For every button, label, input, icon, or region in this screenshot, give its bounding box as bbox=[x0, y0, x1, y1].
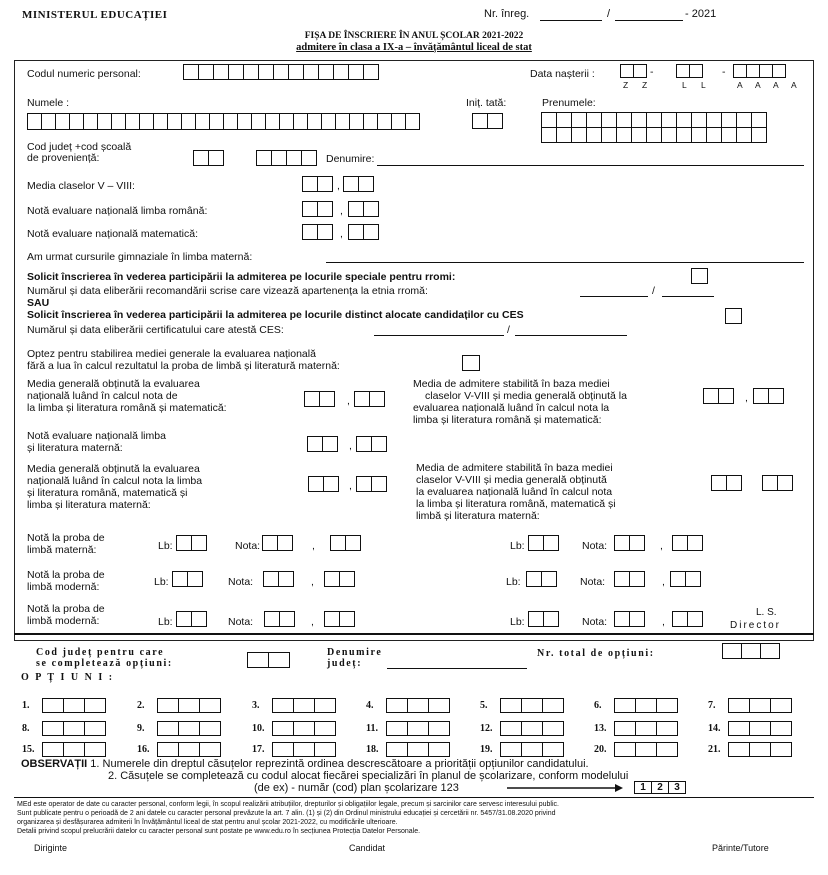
ma2-int[interactable] bbox=[711, 475, 741, 491]
ma1-dec[interactable] bbox=[753, 388, 783, 404]
school-name-field[interactable] bbox=[377, 165, 804, 166]
gdpr-p2: Sunt publicate pentru o perioadă de 2 ani datele cu caracter personal prevăzute la art. 7 alin. (1) și (2) din Ordinul ministrului educației și cercetării nr. 5457/31.08.2020 privind bbox=[17, 810, 556, 817]
father-initial-boxes[interactable] bbox=[472, 113, 502, 129]
option-13 bbox=[594, 721, 677, 736]
option-code-boxes[interactable] bbox=[386, 742, 449, 757]
observation-2b: (de ex) - număr (cod) plan școlarizare 123 bbox=[254, 782, 459, 794]
option-code-boxes[interactable] bbox=[42, 721, 105, 736]
option-9 bbox=[137, 721, 220, 736]
ls-label: L. S. bbox=[756, 607, 777, 618]
mg1-int[interactable] bbox=[304, 391, 334, 407]
lb-label: Lb: bbox=[510, 616, 525, 628]
signature-candidat: Candidat bbox=[349, 843, 386, 853]
father-initial-label: Iniț. tată: bbox=[466, 97, 507, 109]
option-code-boxes[interactable] bbox=[157, 698, 220, 713]
first-name-boxes-row2[interactable] bbox=[541, 127, 766, 143]
comma: , bbox=[349, 480, 352, 492]
first-name-boxes[interactable] bbox=[541, 112, 811, 128]
opt-line2: fără a lua în calcul rezultatul la proba de limbă și literatură maternă: bbox=[27, 360, 340, 372]
option-number: 18. bbox=[366, 744, 379, 755]
director-label: Director bbox=[730, 620, 782, 631]
option-number: 20. bbox=[594, 744, 607, 755]
example-digit-1: 1 bbox=[634, 781, 652, 794]
ma2-l2: claselor V-VIII și media generală obținută bbox=[416, 474, 607, 486]
school-code-boxes[interactable] bbox=[256, 150, 316, 166]
county-name-l2: județ: bbox=[327, 658, 363, 669]
ces-certificate-label: Numărul și data eliberării certificatului care atestă CES: bbox=[27, 324, 284, 336]
comma: , bbox=[745, 392, 748, 404]
option-code-boxes[interactable] bbox=[272, 721, 335, 736]
ev-romana-label: Notă evaluare națională limba română: bbox=[27, 205, 208, 217]
registration-number-label: Nr. înreg. bbox=[484, 8, 530, 20]
option-code-boxes[interactable] bbox=[157, 742, 220, 757]
mother-tongue-courses-field[interactable] bbox=[326, 262, 804, 263]
comma: , bbox=[340, 205, 343, 217]
school-code-label-line1: Cod județ +cod școală bbox=[27, 141, 132, 153]
nota-label: Nota: bbox=[582, 616, 608, 628]
moderna2-lb-right[interactable] bbox=[528, 611, 558, 627]
mg2-dec[interactable] bbox=[356, 476, 386, 492]
slash: / bbox=[507, 324, 510, 336]
option-number: 4. bbox=[366, 700, 374, 711]
media-v-viii-dec[interactable] bbox=[343, 176, 373, 192]
county-code-boxes[interactable] bbox=[193, 150, 223, 166]
option-number: 5. bbox=[480, 700, 488, 711]
moderna2-nota-dec-left[interactable] bbox=[324, 611, 354, 627]
divider bbox=[14, 633, 814, 635]
example-code-boxes bbox=[634, 781, 685, 794]
comma: , bbox=[662, 576, 665, 588]
moderna1-lb-left[interactable] bbox=[172, 571, 202, 587]
mg2-l1: Media generală obținută la evaluarea bbox=[27, 463, 200, 475]
mg2-l4: limba și literatura maternă: bbox=[27, 499, 151, 511]
comma: , bbox=[662, 616, 665, 628]
form-title: FIȘA DE ÎNSCRIERE ÎN ANUL ȘCOLAR 2021-2022 bbox=[304, 31, 524, 41]
ev-materna-l2: și literatura maternă: bbox=[27, 442, 123, 454]
option-number: 8. bbox=[22, 723, 30, 734]
opt-line1: Optez pentru stabilirea mediei generale la evaluarea națională bbox=[27, 348, 316, 360]
example-digit-3: 3 bbox=[668, 781, 686, 794]
birth-format-a3: A bbox=[773, 80, 779, 90]
option-number: 15. bbox=[22, 744, 35, 755]
option-code-boxes[interactable] bbox=[728, 698, 791, 713]
moderna1-lb-right[interactable] bbox=[526, 571, 556, 587]
option-code-boxes[interactable] bbox=[272, 698, 335, 713]
roma-request-text: Solicit înscrierea în vederea participării la admiterea pe locurile speciale pentru rromi: bbox=[27, 271, 456, 283]
example-digit-2: 2 bbox=[651, 781, 669, 794]
ministry-name: MINISTERUL EDUCAȚIEI bbox=[22, 9, 168, 21]
county-code-choices-l1: Cod județ pentru care bbox=[36, 647, 165, 658]
registration-separator: / bbox=[607, 8, 611, 20]
ces-certificate-date[interactable] bbox=[515, 335, 627, 336]
county-name-l1: Denumire bbox=[327, 647, 383, 658]
mg2-label bbox=[27, 463, 202, 511]
ev-materna-l1: Notă evaluare națională limba bbox=[27, 430, 166, 442]
moderna1-l2: limbă modernă: bbox=[27, 581, 100, 593]
birth-format-a4: A bbox=[791, 80, 797, 90]
last-name-label: Numele : bbox=[27, 97, 70, 109]
roma-recommendation-number[interactable] bbox=[580, 296, 648, 297]
gdpr-p1: MEd este operator de date cu caracter personal, conform legii, în scopul realizării atribuțiilor, drepturilor și obligațiilor legale, precum și sarcinilor care servesc interesului public. bbox=[17, 801, 559, 808]
ces-certificate-number[interactable] bbox=[374, 335, 504, 336]
lb-label: Lb: bbox=[510, 540, 525, 552]
signature-parinte: Părinte/Tutore bbox=[712, 843, 769, 853]
materna-lb-boxes-left[interactable] bbox=[176, 535, 206, 551]
option-19 bbox=[480, 742, 563, 757]
option-12 bbox=[480, 721, 563, 736]
school-code-label-line2: de proveniență: bbox=[27, 152, 100, 164]
option-15 bbox=[22, 742, 105, 757]
slash: / bbox=[652, 285, 655, 297]
birth-day-boxes[interactable] bbox=[620, 64, 646, 78]
mother-tongue-courses-label: Am urmat cursurile gimnaziale în limba maternă: bbox=[27, 251, 253, 263]
option-1 bbox=[22, 698, 105, 713]
option-code-boxes[interactable] bbox=[386, 721, 449, 736]
mg2-l3: și literatura română, matematică și bbox=[27, 487, 188, 499]
ev-romana-int[interactable] bbox=[302, 201, 332, 217]
opt-without-mother-tongue-checkbox[interactable] bbox=[462, 355, 479, 371]
moderna2-lb-left[interactable] bbox=[176, 611, 206, 627]
birth-format-a1: A bbox=[737, 80, 743, 90]
ma1-l3: evaluarea națională luând în calcul nota la bbox=[413, 402, 610, 414]
materna-nota-int-left[interactable] bbox=[262, 535, 292, 551]
ma1-label bbox=[413, 378, 627, 426]
comma: , bbox=[312, 540, 315, 552]
option-code-boxes[interactable] bbox=[42, 742, 105, 757]
option-8 bbox=[22, 721, 105, 736]
moderna2-nota-int-right[interactable] bbox=[614, 611, 644, 627]
ma2-l5: limbă și literatura maternă: bbox=[416, 510, 540, 522]
moderna1-test-label bbox=[27, 569, 105, 593]
nota-label: Nota: bbox=[582, 540, 608, 552]
ev-mate-dec[interactable] bbox=[348, 224, 378, 240]
option-code-boxes[interactable] bbox=[728, 742, 791, 757]
mg1-dec[interactable] bbox=[354, 391, 384, 407]
signature-diriginte: Diriginte bbox=[34, 843, 68, 853]
ev-materna-dec[interactable] bbox=[356, 436, 386, 452]
cnp-label: Codul numeric personal: bbox=[27, 68, 141, 80]
materna-nota-dec-left[interactable] bbox=[330, 535, 360, 551]
or-text: SAU bbox=[27, 297, 50, 309]
option-11 bbox=[366, 721, 449, 736]
option-number: 12. bbox=[480, 723, 493, 734]
option-number: 21. bbox=[708, 744, 721, 755]
ma1-l2: claselor V-VIII și media generală obținută la bbox=[425, 390, 627, 402]
materna-nota-int-right[interactable] bbox=[614, 535, 644, 551]
comma: , bbox=[349, 440, 352, 452]
ev-materna-label bbox=[27, 430, 166, 454]
option-code-boxes[interactable] bbox=[614, 698, 677, 713]
option-number: 1. bbox=[22, 700, 30, 711]
option-16 bbox=[137, 742, 220, 757]
option-20 bbox=[594, 742, 677, 757]
option-3 bbox=[252, 698, 335, 713]
option-code-boxes[interactable] bbox=[157, 721, 220, 736]
registration-date-field[interactable] bbox=[615, 20, 683, 21]
ev-romana-dec[interactable] bbox=[348, 201, 378, 217]
media-v-viii-int[interactable] bbox=[302, 176, 332, 192]
lb-label: Lb: bbox=[158, 540, 173, 552]
option-code-boxes[interactable] bbox=[728, 721, 791, 736]
birth-year-boxes[interactable] bbox=[733, 64, 785, 78]
gdpr-p4: Detalii privind scopul prelucrării datelor cu caracter personal sunt postate pe www.edu.ro în secțiunea Protecția Datelor Personale. bbox=[17, 828, 421, 835]
option-code-boxes[interactable] bbox=[614, 742, 677, 757]
form-subtitle: admitere în clasa a IX-a – învățământul liceal de stat bbox=[296, 42, 532, 53]
moderna2-l2: limbă modernă: bbox=[27, 615, 100, 627]
mg2-int[interactable] bbox=[308, 476, 338, 492]
registration-number-field[interactable] bbox=[540, 20, 602, 21]
ma1-l4: limba și literatura română și matematică: bbox=[413, 414, 602, 426]
observations-label: OBSERVAȚII bbox=[21, 758, 88, 770]
nota-label: Nota: bbox=[580, 576, 606, 588]
options-title: O P Ț I U N I : bbox=[21, 672, 115, 683]
option-number: 16. bbox=[137, 744, 150, 755]
option-5 bbox=[480, 698, 563, 713]
option-number: 11. bbox=[366, 723, 378, 734]
moderna1-nota-dec-right[interactable] bbox=[670, 571, 700, 587]
materna-test-label bbox=[27, 532, 105, 556]
ma2-dec[interactable] bbox=[762, 475, 792, 491]
ces-request-text: Solicit înscrierea în vederea participării la admiterea pe locurile distinct alocate candidaților cu CES bbox=[27, 309, 524, 321]
option-4 bbox=[366, 698, 449, 713]
county-name-choices-label bbox=[327, 647, 382, 669]
option-number: 2. bbox=[137, 700, 145, 711]
option-code-boxes[interactable] bbox=[500, 721, 563, 736]
moderna2-test-label bbox=[27, 603, 105, 627]
birth-dash-2: - bbox=[722, 66, 726, 78]
ev-mate-label: Notă evaluare națională matematică: bbox=[27, 228, 199, 240]
mg1-l2: națională luând în calcul nota de bbox=[27, 390, 178, 402]
lb-label: Lb: bbox=[158, 616, 173, 628]
option-6 bbox=[594, 698, 677, 713]
birth-format-a2: A bbox=[755, 80, 761, 90]
option-number: 9. bbox=[137, 723, 145, 734]
gdpr-notice bbox=[17, 800, 559, 836]
first-name-label: Prenumele: bbox=[542, 97, 596, 109]
nota-label: Nota: bbox=[228, 616, 254, 628]
moderna2-nota-int-left[interactable] bbox=[264, 611, 294, 627]
cnp-boxes[interactable] bbox=[183, 64, 378, 80]
moderna1-nota-int-left[interactable] bbox=[263, 571, 293, 587]
option-code-boxes[interactable] bbox=[500, 742, 563, 757]
birth-format-l2: L bbox=[701, 80, 706, 90]
moderna2-l1: Notă la proba de bbox=[27, 603, 105, 615]
option-10 bbox=[252, 721, 335, 736]
materna-l1: Notă la proba de bbox=[27, 532, 105, 544]
ma1-l1: Media de admitere stabilită în baza mediei bbox=[413, 378, 610, 390]
birth-format-z1: Z bbox=[623, 80, 629, 90]
opt-without-mother-tongue bbox=[27, 348, 340, 372]
option-code-boxes[interactable] bbox=[272, 742, 335, 757]
registration-year: - 2021 bbox=[685, 8, 717, 20]
birth-dash-1: - bbox=[650, 66, 654, 78]
roma-recommendation-label: Numărul și data eliberării recomandării scrise care vizează apartenența la etnia rromă: bbox=[27, 285, 428, 297]
mg1-l3: la limba și literatura română și matematică: bbox=[27, 402, 227, 414]
nota-label: Nota: bbox=[235, 540, 261, 552]
materna-lb-boxes-right[interactable] bbox=[528, 535, 558, 551]
birth-month-boxes[interactable] bbox=[676, 64, 702, 78]
option-number: 6. bbox=[594, 700, 602, 711]
option-code-boxes[interactable] bbox=[42, 698, 105, 713]
option-number: 13. bbox=[594, 723, 607, 734]
comma: , bbox=[311, 576, 314, 588]
materna-nota-dec-right[interactable] bbox=[672, 535, 702, 551]
option-21 bbox=[708, 742, 791, 757]
ma1-int[interactable] bbox=[703, 388, 733, 404]
observation-2: 2. Căsuțele se completează cu codul alocat fiecărei specializări în planul de școlarizare, conform modelului bbox=[108, 770, 629, 782]
gdpr-p3: organizarea și desfășurarea admiterii în învățământul liceal de stat pentru anul școlar 2021-2022, cu modificările ulterioare. bbox=[17, 819, 398, 826]
county-code-choices-label bbox=[36, 647, 173, 669]
ev-materna-int[interactable] bbox=[307, 436, 337, 452]
option-code-boxes[interactable] bbox=[386, 698, 449, 713]
birth-format-z2: Z bbox=[642, 80, 648, 90]
comma: , bbox=[311, 616, 314, 628]
comma: , bbox=[340, 228, 343, 240]
comma: , bbox=[347, 395, 350, 407]
roma-recommendation-date[interactable] bbox=[662, 296, 714, 297]
option-number: 14. bbox=[708, 723, 721, 734]
total-options-label: Nr. total de opțiuni: bbox=[537, 648, 655, 659]
moderna1-l1: Notă la proba de bbox=[27, 569, 105, 581]
option-code-boxes[interactable] bbox=[500, 698, 563, 713]
ma2-l1: Media de admitere stabilită în baza mediei bbox=[416, 462, 613, 474]
mg1-l1: Media generală obținută la evaluarea bbox=[27, 378, 200, 390]
moderna2-nota-dec-right[interactable] bbox=[672, 611, 702, 627]
mg1-label bbox=[27, 378, 227, 414]
choices-county-code-boxes[interactable] bbox=[247, 652, 289, 668]
option-number: 10. bbox=[252, 723, 265, 734]
option-number: 19. bbox=[480, 744, 493, 755]
option-number: 17. bbox=[252, 744, 265, 755]
ma2-label bbox=[416, 462, 616, 522]
ces-request-checkbox[interactable] bbox=[725, 308, 741, 324]
observations bbox=[21, 758, 589, 770]
birth-format-l1: L bbox=[682, 80, 687, 90]
school-name-label: Denumire: bbox=[326, 153, 375, 165]
arrow-right-icon bbox=[505, 782, 625, 794]
ma2-l3: la evaluarea națională luând în calcul nota bbox=[416, 486, 613, 498]
lb-label: Lb: bbox=[506, 576, 521, 588]
mg2-l2: națională luând în calcul nota la limba bbox=[27, 475, 203, 487]
last-name-boxes[interactable] bbox=[27, 113, 419, 130]
option-number: 7. bbox=[708, 700, 716, 711]
total-options-boxes[interactable] bbox=[722, 643, 779, 659]
county-code-choices-l2: se completează opțiuni: bbox=[36, 658, 173, 669]
option-7 bbox=[708, 698, 791, 713]
option-14 bbox=[708, 721, 791, 736]
nota-label: Nota: bbox=[228, 576, 254, 588]
materna-l2: limbă maternă: bbox=[27, 544, 97, 556]
observation-1: 1. Numerele din dreptul căsuțelor reprezintă ordinea descrescătoare a priorității opțiunilor candidatului. bbox=[90, 758, 589, 770]
comma: , bbox=[660, 540, 663, 552]
divider-2 bbox=[14, 797, 814, 798]
option-18 bbox=[366, 742, 449, 757]
birth-date-label: Data nașterii : bbox=[530, 68, 595, 80]
media-v-viii-label: Media claselor V – VIII: bbox=[27, 180, 135, 192]
county-name-field[interactable] bbox=[387, 668, 527, 669]
lb-label: Lb: bbox=[154, 576, 169, 588]
ma2-l4: la limba și literatura română, matematică și bbox=[416, 498, 616, 510]
option-code-boxes[interactable] bbox=[614, 721, 677, 736]
moderna1-nota-dec-left[interactable] bbox=[324, 571, 354, 587]
roma-request-checkbox[interactable] bbox=[691, 268, 707, 284]
option-2 bbox=[137, 698, 220, 713]
option-17 bbox=[252, 742, 335, 757]
option-number: 3. bbox=[252, 700, 260, 711]
ev-mate-int[interactable] bbox=[302, 224, 332, 240]
comma: , bbox=[337, 180, 340, 192]
school-code-label bbox=[27, 142, 131, 164]
moderna1-nota-int-right[interactable] bbox=[614, 571, 644, 587]
